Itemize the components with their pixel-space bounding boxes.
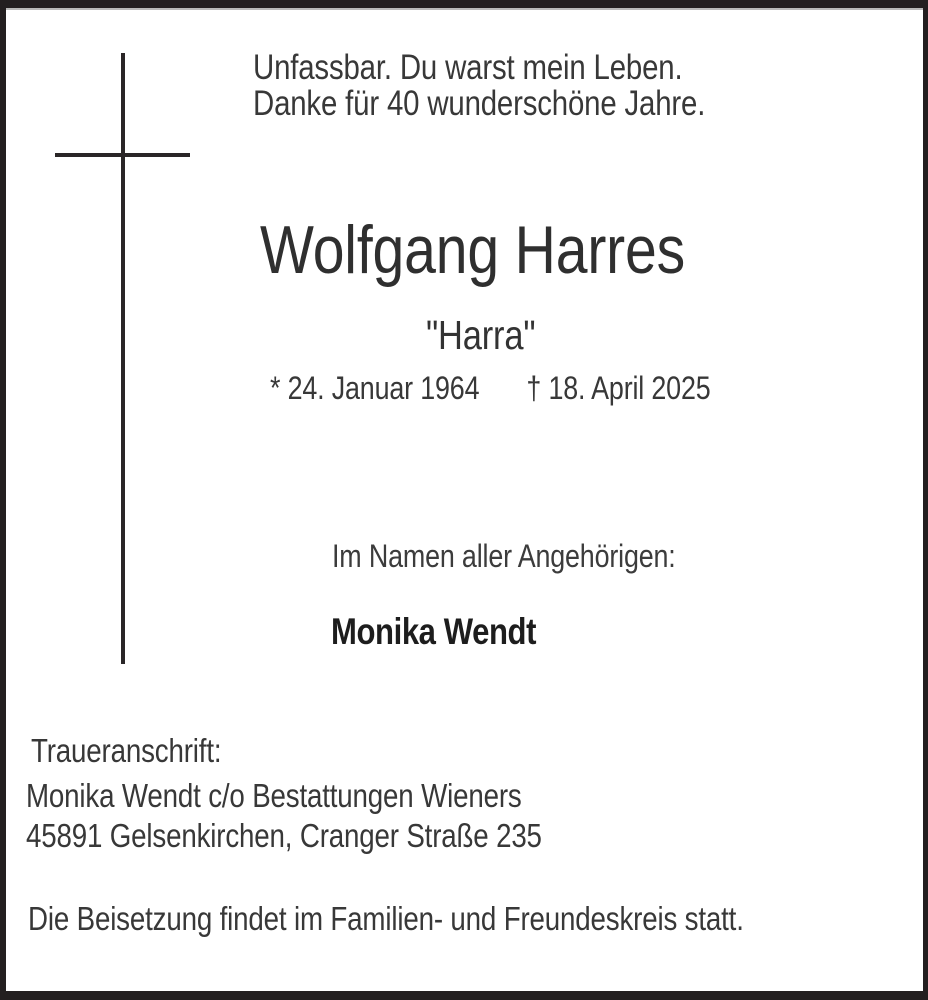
cross-vertical-bar <box>121 53 125 664</box>
dedication-line-1: Unfassbar. Du warst mein Leben. <box>253 48 683 87</box>
scan-artifact-line <box>6 8 923 10</box>
life-dates <box>270 370 711 406</box>
dedication-text <box>253 50 705 122</box>
mourning-address-line-1: Monika Wendt c/o Bestattungen Wieners <box>26 777 522 814</box>
dedication-line-2: Danke für 40 wunderschöne Jahre. <box>253 84 706 123</box>
mourning-address-line-2: 45891 Gelsenkirchen, Cranger Straße 235 <box>26 817 542 854</box>
funeral-note: Die Beisetzung findet im Familien- und Freundeskreis statt. <box>28 900 744 937</box>
birth-date: * 24. Januar 1964 <box>270 370 480 406</box>
deceased-nickname: "Harra" <box>426 312 536 358</box>
mourner-name: Monika Wendt <box>331 611 537 652</box>
mourning-address <box>26 776 542 856</box>
on-behalf-text: Im Namen aller Angehörigen: <box>332 538 676 574</box>
cross-horizontal-bar <box>55 153 190 157</box>
mourning-address-label: Traueranschrift: <box>31 732 222 769</box>
deceased-name: Wolfgang Harres <box>260 212 686 288</box>
death-date: † 18. April 2025 <box>526 370 711 406</box>
